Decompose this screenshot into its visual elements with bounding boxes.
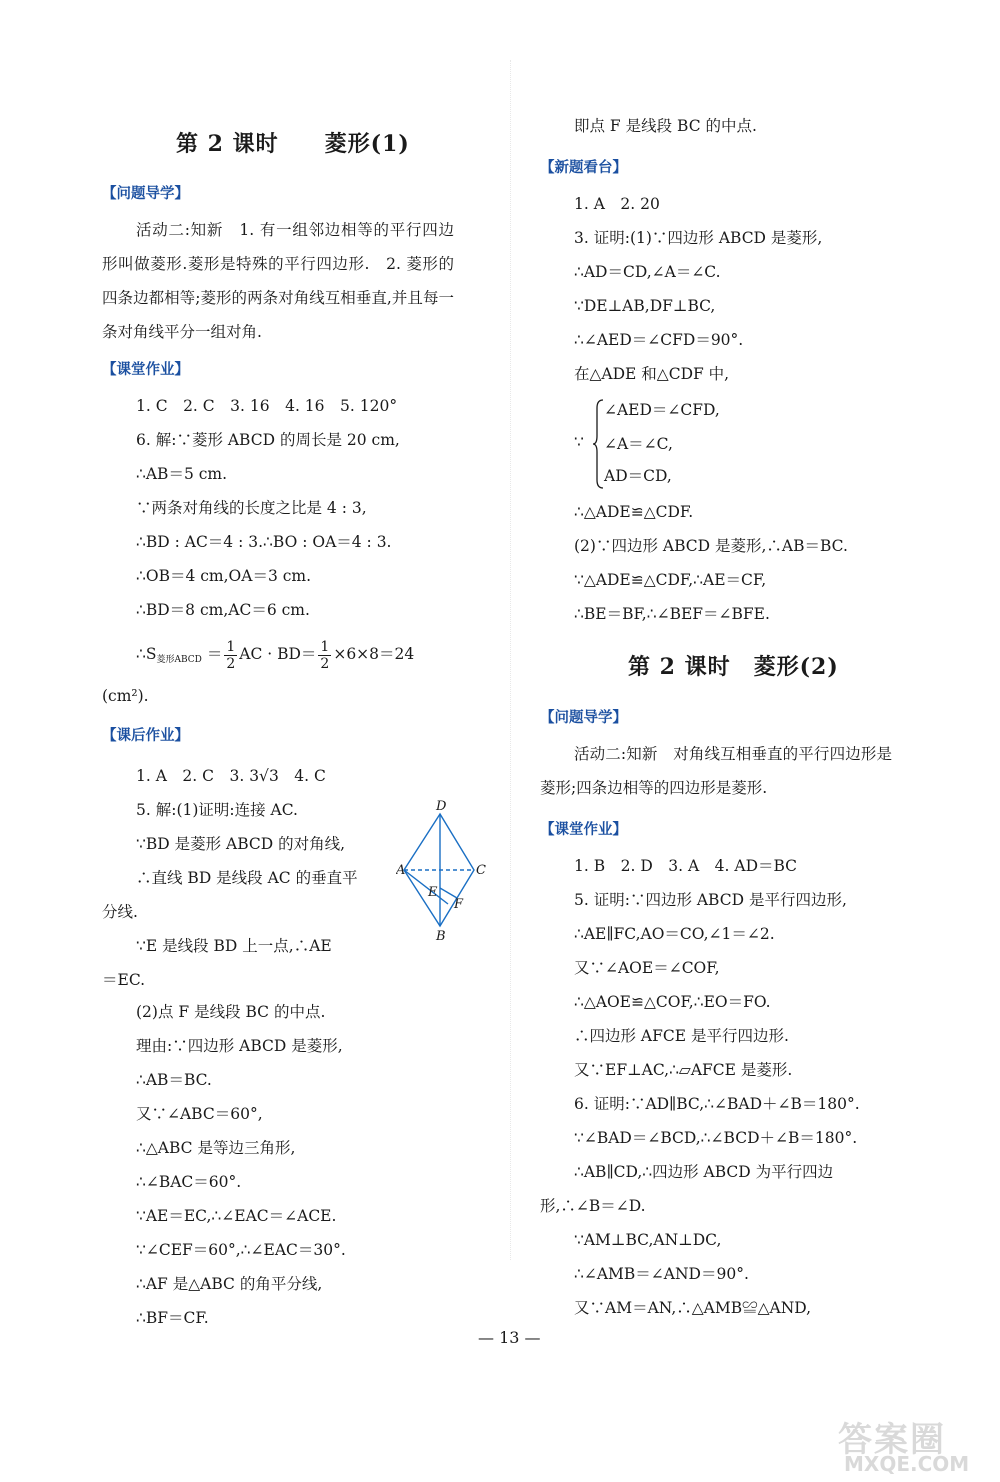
answer-line: ∴BF＝CF. [136, 1309, 209, 1327]
answer-line: ∴AE∥FC,AO＝CO,∠1＝∠2. [574, 925, 775, 943]
brace-line: AD＝CD, [604, 467, 672, 485]
fraction-numerator: 1 [226, 638, 236, 655]
answer-line: ＝EC. [102, 971, 146, 989]
watermark-url: MXQE.COM [844, 1452, 970, 1476]
section-wentidaoxue-2: 【问题导学】 [540, 709, 627, 726]
lesson-title-1: 第 2 课时 菱形(1) [176, 131, 410, 157]
answer-line: ∴BD : AC＝4 : 3.∴BO : OA＝4 : 3. [136, 533, 392, 551]
label-c: C [476, 863, 486, 878]
answer-line: 5. 证明:∵四边形 ABCD 是平行四边形, [574, 891, 847, 909]
answer-line: ∴△AOE≌△COF,∴EO＝FO. [574, 993, 771, 1011]
label-f: F [454, 897, 464, 912]
fraction-denominator: 2 [320, 655, 330, 672]
brace-icon [592, 398, 604, 490]
answer-line: 又∵EF⊥AC,∴▱AFCE 是菱形. [574, 1061, 793, 1079]
area-subscript: 菱形ABCD [156, 655, 202, 665]
answer-line: 又∵AM＝AN,∴△AMB≌△AND, [574, 1299, 812, 1317]
area-unit: (cm²). [102, 687, 149, 705]
answer-line: ∴AB＝BC. [136, 1071, 212, 1089]
watermark-logo [838, 1412, 988, 1476]
answer-line: ∵两条对角线的长度之比是 4 : 3, [136, 499, 367, 517]
answer-line: ∴AD＝CD,∠A＝∠C. [574, 263, 721, 281]
label-a: A [396, 863, 406, 878]
watermark-text: 答案圈 [838, 1420, 946, 1460]
section-kehou: 【课后作业】 [102, 727, 189, 744]
lesson-title-2: 第 2 课时 菱形(2) [628, 654, 839, 680]
answer-line: 1. A 2. 20 [574, 195, 660, 213]
answer-line: ∴AB∥CD,∴四边形 ABCD 为平行四边 [574, 1163, 834, 1181]
answer-line: 3. 证明:(1)∵四边形 ABCD 是菱形, [574, 229, 823, 247]
rhombus-figure [396, 798, 492, 944]
answer-line: ∵AM⊥BC,AN⊥DC, [574, 1231, 722, 1249]
fraction-half [224, 639, 237, 672]
answer-line: 6. 证明:∵AD∥BC,∴∠BAD＋∠B＝180°. [574, 1095, 860, 1113]
answer-line: ∴AF 是△ABC 的角平分线, [136, 1275, 323, 1293]
answer-line: ∵∠BAD＝∠BCD,∴∠BCD＋∠B＝180°. [574, 1129, 858, 1147]
answer-line: ∴OB＝4 cm,OA＝3 cm. [136, 567, 312, 585]
section-xinti: 【新题看台】 [540, 159, 627, 176]
page-number: — 13 — [478, 1328, 541, 1347]
answer-line: (2)点 F 是线段 BC 的中点. [136, 1003, 326, 1021]
area-tail: ×6×8＝24 [333, 645, 415, 663]
answer-line: ∴∠AED＝∠CFD＝90°. [574, 331, 744, 349]
answer-line: 1. B 2. D 3. A 4. AD＝BC [574, 857, 798, 875]
answer-line: ∵AE＝EC,∴∠EAC＝∠ACE. [136, 1207, 337, 1225]
answer-line: ∵E 是线段 BD 上一点,∴AE [136, 937, 332, 955]
brace-line: ∠A＝∠C, [604, 435, 673, 453]
answer-line: 又∵∠ABC＝60°, [136, 1105, 263, 1123]
answer-line: 即点 F 是线段 BC 的中点. [574, 117, 757, 135]
brace-line: ∠AED＝∠CFD, [604, 401, 720, 419]
paragraph-activity-2: 活动二:知新 对角线互相垂直的平行四边形是菱形;四条边相等的四边形是菱形. [540, 745, 892, 797]
answer-line: ∴∠BAC＝60°. [136, 1173, 242, 1191]
fraction-denominator: 2 [226, 655, 236, 672]
answer-line: ∵∠CEF＝60°,∴∠EAC＝30°. [136, 1241, 346, 1259]
answer-line: 1. A 2. C 3. 3√3 4. C [136, 767, 326, 785]
answer-line: 分线. [102, 903, 138, 921]
answer-line: ∵BD 是菱形 ABCD 的对角线, [136, 835, 346, 853]
fraction-half [318, 639, 331, 672]
label-b: B [436, 929, 446, 944]
answer-line: 6. 解:∵菱形 ABCD 的周长是 20 cm, [136, 431, 400, 449]
answer-line: ∴BE＝BF,∴∠BEF＝∠BFE. [574, 605, 770, 623]
answer-line: ∴直线 BD 是线段 AC 的垂直平 [136, 869, 358, 887]
area-mid: AC · BD＝ [239, 645, 317, 663]
section-ketang: 【课堂作业】 [102, 361, 189, 378]
answer-line: 形,∴∠B＝∠D. [540, 1197, 646, 1215]
answer-line: 理由:∵四边形 ABCD 是菱形, [136, 1037, 343, 1055]
answer-line: 1. C 2. C 3. 16 4. 16 5. 120° [136, 397, 398, 415]
answer-line: ∴AB＝5 cm. [136, 465, 228, 483]
column-divider [510, 60, 511, 1260]
fraction-numerator: 1 [320, 638, 330, 655]
area-s: ∴S [136, 645, 157, 663]
label-e: E [428, 885, 438, 900]
label-d: D [436, 799, 447, 814]
area-eq: ＝ [206, 645, 223, 663]
because-symbol: ∵ [574, 433, 584, 451]
answer-line: 在△ADE 和△CDF 中, [574, 365, 730, 383]
section-ketang-2: 【课堂作业】 [540, 821, 627, 838]
paragraph-activity: 活动二:知新 1. 有一组邻边相等的平行四边形叫做菱形.菱形是特殊的平行四边形. 2. 菱形的四条边都相等;菱形的两条对角线互相垂直,并且每一条对角线平分一组对角. [102, 221, 454, 341]
answer-line: ∴△ABC 是等边三角形, [136, 1139, 296, 1157]
answer-line: ∴∠AMB＝∠AND＝90°. [574, 1265, 749, 1283]
answer-line: 5. 解:(1)证明:连接 AC. [136, 801, 298, 819]
answer-line: ∵△ADE≌△CDF,∴AE＝CF, [574, 571, 767, 589]
answer-line: 又∵∠AOE＝∠COF, [574, 959, 720, 977]
answer-line: ∴BD＝8 cm,AC＝6 cm. [136, 601, 310, 619]
answer-line: ∵DE⊥AB,DF⊥BC, [574, 297, 716, 315]
answer-line: (2)∵四边形 ABCD 是菱形,∴AB＝BC. [574, 537, 848, 555]
answer-line: ∴△ADE≌△CDF. [574, 503, 694, 521]
section-wentidaoxue: 【问题导学】 [102, 185, 189, 202]
answer-line: ∴四边形 AFCE 是平行四边形. [574, 1027, 789, 1045]
area-formula [136, 636, 414, 678]
